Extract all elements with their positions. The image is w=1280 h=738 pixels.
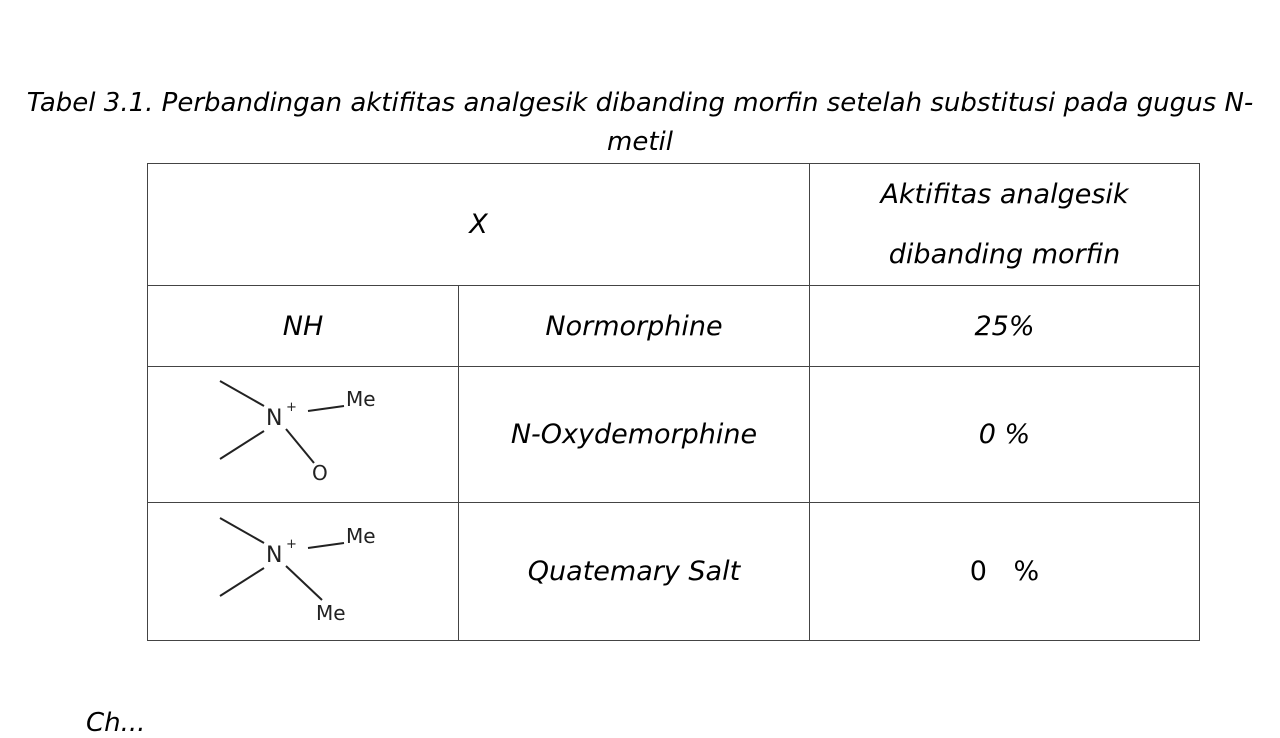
positive-charge: + (286, 536, 297, 552)
header-activity-line2: dibanding morfin (888, 238, 1121, 270)
activity-cell: 25% (810, 286, 1200, 367)
nitrogen-atom: N (266, 405, 283, 431)
footer-fragment: Ch... (86, 708, 146, 738)
compound-name-cell: Normorphine (459, 286, 810, 367)
quaternary-structure (204, 512, 404, 632)
oxygen-atom: O (312, 460, 328, 485)
activity-cell (810, 503, 1200, 641)
header-x: X (148, 164, 810, 286)
n-oxide-structure (204, 375, 404, 495)
activity-cell: 0 % (810, 367, 1200, 503)
compound-name-cell: Quatemary Salt (459, 503, 810, 641)
activity-value: 0 % (969, 556, 1040, 587)
group-structure-cell (148, 367, 459, 503)
compound-name-cell: N-Oxydemorphine (459, 367, 810, 503)
header-activity (810, 164, 1200, 286)
table-caption: Tabel 3.1. Perbandingan aktifitas analgesik dibanding morfin setelah substitusi pada gugus N-metil (26, 88, 1254, 157)
table-header-row (148, 164, 1200, 286)
header-activity-line1: Aktifitas analgesik (880, 178, 1129, 210)
activity-table (147, 163, 1200, 641)
table-row (148, 503, 1200, 641)
table-row (148, 286, 1200, 367)
group-structure-cell (148, 503, 459, 641)
group-cell: NH (148, 286, 459, 367)
positive-charge: + (286, 399, 297, 415)
table-row (148, 367, 1200, 503)
methyl-label: Me (346, 386, 376, 411)
methyl-label: Me (346, 523, 376, 548)
nitrogen-atom: N (266, 542, 283, 568)
methyl-label: Me (316, 600, 346, 625)
